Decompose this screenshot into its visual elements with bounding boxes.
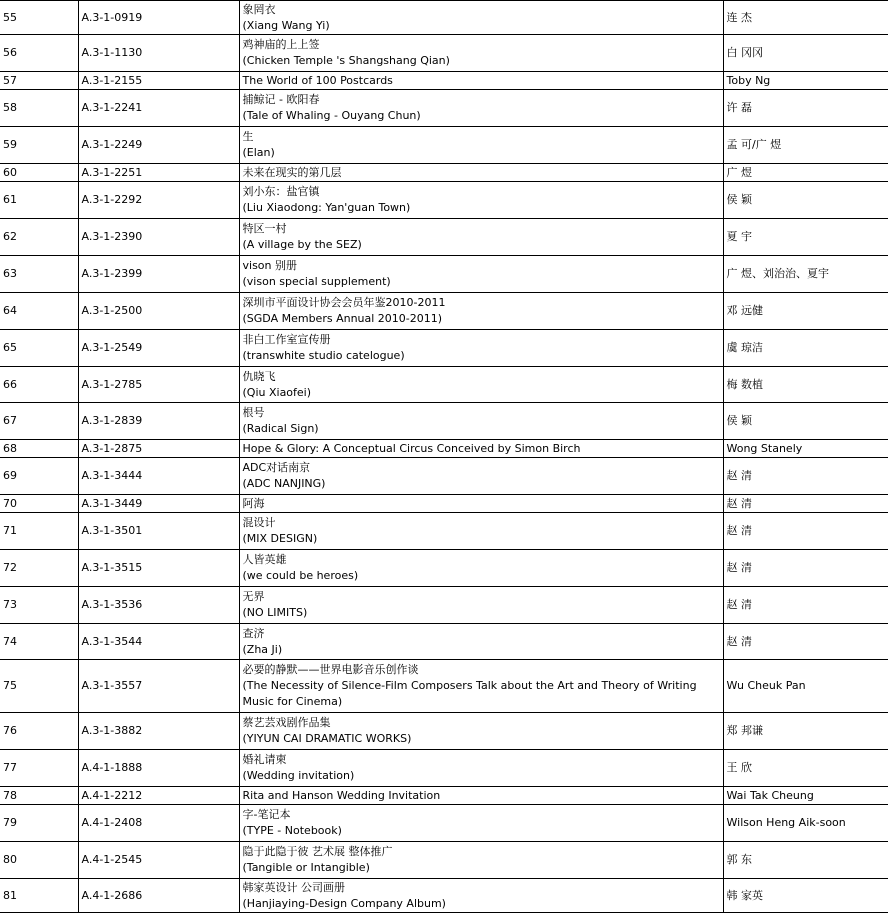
entry-number-cell xyxy=(0,127,78,164)
entry-author-cell xyxy=(723,750,888,787)
entry-title-english: (MIX DESIGN) xyxy=(242,532,318,545)
entry-number-cell xyxy=(0,182,78,219)
entry-author-cell xyxy=(723,458,888,495)
entry-number: 70 xyxy=(3,496,17,510)
entry-title-primary: 隐于此隐于彼 艺术展 整体推广 xyxy=(242,845,393,858)
entry-number: 76 xyxy=(3,724,17,737)
table-row xyxy=(0,182,888,219)
entry-title-english: (Zha Ji) xyxy=(242,642,283,656)
entry-code: A.4-1-2212 xyxy=(81,788,143,802)
entry-code-cell xyxy=(78,805,239,842)
entry-number: 74 xyxy=(3,634,17,648)
entry-author: 赵 清 xyxy=(726,561,752,574)
entry-code-cell xyxy=(78,787,239,805)
entry-number-cell xyxy=(0,550,78,587)
entry-author: 赵 清 xyxy=(726,469,752,482)
entry-author: 侯 颖 xyxy=(726,414,752,427)
entry-title-primary: 未来在现实的第几层 xyxy=(242,165,342,179)
entry-title-primary: 鸡神庙的上上签 xyxy=(242,38,320,51)
entry-title-cell xyxy=(239,440,723,458)
entry-title-english: (Liu Xiaodong: Yan'guan Town) xyxy=(242,201,411,214)
entry-code-cell xyxy=(78,550,239,587)
entry-title-cell xyxy=(239,403,723,440)
entry-author-cell xyxy=(723,513,888,550)
entry-number: 71 xyxy=(3,524,17,537)
entry-title-english: (transwhite studio catelogue) xyxy=(242,349,405,362)
entry-title-primary: 无界 xyxy=(242,590,265,603)
entry-number: 57 xyxy=(3,73,17,87)
entry-number-cell xyxy=(0,330,78,367)
entry-code-cell xyxy=(78,293,239,330)
entry-author-cell xyxy=(723,403,888,440)
entry-title-cell xyxy=(239,256,723,293)
entry-code-cell xyxy=(78,72,239,90)
entry-number: 67 xyxy=(3,414,17,427)
entry-code-cell xyxy=(78,495,239,513)
entry-author: 虞 琼洁 xyxy=(726,341,763,354)
entry-author: 侯 颖 xyxy=(726,193,752,206)
entry-author-cell xyxy=(723,35,888,72)
entry-title-primary: vison 别册 xyxy=(242,259,297,272)
entry-title-cell xyxy=(239,587,723,624)
entry-code: A.3-1-2251 xyxy=(81,165,143,179)
entry-code: A.3-1-3536 xyxy=(81,598,143,611)
entry-title-cell xyxy=(239,787,723,805)
entry-title-cell xyxy=(239,458,723,495)
entry-code-cell xyxy=(78,164,239,182)
table-row xyxy=(0,367,888,403)
table-row xyxy=(0,90,888,127)
table-row xyxy=(0,842,888,879)
table-row xyxy=(0,440,888,458)
entry-title-cell xyxy=(239,219,723,256)
entry-code-cell xyxy=(78,256,239,293)
entry-title-english: (Wedding invitation) xyxy=(242,769,355,782)
entry-title-primary: 人皆英雄 xyxy=(242,553,287,566)
entry-code: A.3-1-3501 xyxy=(81,524,143,537)
entry-code: A.3-1-2399 xyxy=(81,267,143,280)
entry-title-cell xyxy=(239,842,723,879)
entry-title-cell xyxy=(239,182,723,219)
entry-author: 白 冈冈 xyxy=(726,46,763,59)
entry-number: 61 xyxy=(3,193,17,206)
entry-number-cell xyxy=(0,805,78,842)
entry-number: 77 xyxy=(3,761,17,774)
entry-number-cell xyxy=(0,219,78,256)
entry-title-cell xyxy=(239,90,723,127)
entry-author: 广 煜 xyxy=(726,165,752,179)
entry-title-cell xyxy=(239,164,723,182)
entry-title-primary: Rita and Hanson Wedding Invitation xyxy=(242,788,441,802)
entry-code: A.3-1-3544 xyxy=(81,634,143,648)
entry-number-cell xyxy=(0,256,78,293)
entry-number: 81 xyxy=(3,888,17,902)
entry-title-primary: The World of 100 Postcards xyxy=(242,73,393,87)
entry-code-cell xyxy=(78,1,239,35)
entry-code: A.3-1-1130 xyxy=(81,46,143,59)
entry-number-cell xyxy=(0,624,78,660)
entry-title-primary: 仇晓飞 xyxy=(242,369,276,383)
entry-author-cell xyxy=(723,550,888,587)
entry-title-cell xyxy=(239,495,723,513)
entry-number: 73 xyxy=(3,598,17,611)
entry-author: 许 磊 xyxy=(726,101,752,114)
entry-number: 69 xyxy=(3,469,17,482)
entry-author: 梅 数植 xyxy=(726,377,763,391)
entry-code-cell xyxy=(78,403,239,440)
entry-author: 王 欣 xyxy=(726,761,752,774)
entry-number-cell xyxy=(0,842,78,879)
entry-number-cell xyxy=(0,403,78,440)
entry-title-primary: 韩家英设计 公司画册 xyxy=(242,880,345,894)
table-row xyxy=(0,330,888,367)
entry-title-primary: 象罔衣 xyxy=(242,2,276,16)
entry-code: A.3-1-0919 xyxy=(81,10,143,24)
entry-code: A.3-1-2875 xyxy=(81,441,143,455)
table-row xyxy=(0,713,888,750)
entry-title-english: (TYPE - Notebook) xyxy=(242,824,342,837)
entry-title-primary: 必要的静默——世界电影音乐创作谈 xyxy=(242,663,419,676)
entry-number: 72 xyxy=(3,561,17,574)
entry-code: A.4-1-2408 xyxy=(81,816,143,829)
entry-number-cell xyxy=(0,72,78,90)
entry-title-english: (Hanjiaying-Design Company Album) xyxy=(242,896,446,910)
entry-number: 63 xyxy=(3,267,17,280)
table-row xyxy=(0,587,888,624)
entry-author: 孟 可/广 煜 xyxy=(726,138,782,151)
entry-author-cell xyxy=(723,330,888,367)
entry-code-cell xyxy=(78,624,239,660)
entry-code-cell xyxy=(78,219,239,256)
entry-title-primary: ADC对话南京 xyxy=(242,461,311,474)
entry-author: Wu Cheuk Pan xyxy=(726,679,806,692)
entry-title-primary: 捕鲸记 - 欧阳春 xyxy=(242,93,320,106)
entry-author-cell xyxy=(723,127,888,164)
entry-title-english: (Elan) xyxy=(242,146,275,159)
entry-author: 郑 邦谦 xyxy=(726,724,763,737)
entry-title-english: (Xiang Wang Yi) xyxy=(242,18,330,32)
entry-title-cell xyxy=(239,879,723,913)
entry-title-english: (SGDA Members Annual 2010-2011) xyxy=(242,312,443,325)
entry-code: A.3-1-3515 xyxy=(81,561,143,574)
table-row xyxy=(0,513,888,550)
entry-author-cell xyxy=(723,805,888,842)
entry-title-english: (we could be heroes) xyxy=(242,569,359,582)
entry-author-cell xyxy=(723,164,888,182)
entry-title-cell xyxy=(239,624,723,660)
entry-author-cell xyxy=(723,293,888,330)
entry-code: A.3-1-2839 xyxy=(81,414,143,427)
table-row xyxy=(0,1,888,35)
entry-number-cell xyxy=(0,879,78,913)
entry-number: 56 xyxy=(3,46,17,59)
entry-number: 58 xyxy=(3,101,17,114)
table-row xyxy=(0,164,888,182)
entry-title-primary: 蔡艺芸戏剧作品集 xyxy=(242,716,331,729)
table-row xyxy=(0,127,888,164)
entry-number: 66 xyxy=(3,377,17,391)
entry-title-primary: 根号 xyxy=(242,406,265,419)
table-row xyxy=(0,219,888,256)
entry-code-cell xyxy=(78,35,239,72)
entry-code-cell xyxy=(78,127,239,164)
entry-title-cell xyxy=(239,35,723,72)
entry-author: 赵 清 xyxy=(726,496,752,510)
entry-title-primary: 深圳市平面设计协会会员年鉴2010-2011 xyxy=(242,296,446,309)
entry-title-cell xyxy=(239,127,723,164)
entry-code: A.3-1-2549 xyxy=(81,341,143,354)
entry-code: A.3-1-2292 xyxy=(81,193,143,206)
entry-author-cell xyxy=(723,256,888,293)
table-row xyxy=(0,660,888,713)
entry-title-english: (Qiu Xiaofei) xyxy=(242,385,312,399)
entry-number: 55 xyxy=(3,10,17,24)
entry-title-cell xyxy=(239,513,723,550)
entry-number-cell xyxy=(0,90,78,127)
entry-number: 75 xyxy=(3,679,17,692)
table-row xyxy=(0,403,888,440)
entry-title-primary: 查济 xyxy=(242,626,265,640)
entry-code: A.3-1-3449 xyxy=(81,496,143,510)
entry-title-cell xyxy=(239,1,723,35)
entry-code-cell xyxy=(78,842,239,879)
entry-title-cell xyxy=(239,713,723,750)
entry-author: Wong Stanely xyxy=(726,441,803,455)
entry-number-cell xyxy=(0,787,78,805)
entry-author: Wilson Heng Aik-soon xyxy=(726,816,846,829)
table-row xyxy=(0,550,888,587)
entry-author: 连 杰 xyxy=(726,10,752,24)
entry-code-cell xyxy=(78,750,239,787)
entry-author-cell xyxy=(723,182,888,219)
entry-title-primary: 混设计 xyxy=(242,516,276,529)
entry-code: A.4-1-2545 xyxy=(81,853,143,866)
entry-author-cell xyxy=(723,787,888,805)
entry-code-cell xyxy=(78,458,239,495)
entry-author: 赵 清 xyxy=(726,524,752,537)
entry-number: 59 xyxy=(3,138,17,151)
entry-code: A.3-1-2155 xyxy=(81,73,143,87)
entry-author: 郭 东 xyxy=(726,853,752,866)
entry-author: 广 煜、刘治治、夏宇 xyxy=(726,267,829,280)
entry-title-cell xyxy=(239,660,723,713)
entry-author: 赵 清 xyxy=(726,634,752,648)
table-row xyxy=(0,750,888,787)
entry-author-cell xyxy=(723,72,888,90)
entry-author-cell xyxy=(723,495,888,513)
entry-title-english: (Chicken Temple 's Shangshang Qian) xyxy=(242,54,450,67)
entry-title-english: (Tangible or Intangible) xyxy=(242,861,370,874)
entry-title-primary: 非白工作室宣传册 xyxy=(242,333,331,346)
entry-number-cell xyxy=(0,367,78,403)
entry-author-cell xyxy=(723,713,888,750)
entry-author-cell xyxy=(723,660,888,713)
entry-title-cell xyxy=(239,293,723,330)
entry-author: 韩 家英 xyxy=(726,888,763,902)
entry-code: A.3-1-3882 xyxy=(81,724,143,737)
entry-code: A.3-1-2390 xyxy=(81,230,143,243)
table-row xyxy=(0,35,888,72)
entry-number: 64 xyxy=(3,304,17,317)
entry-code-cell xyxy=(78,440,239,458)
catalog-rows xyxy=(0,1,888,913)
entry-number: 78 xyxy=(3,788,17,802)
entry-title-cell xyxy=(239,367,723,403)
entry-code: A.3-1-2249 xyxy=(81,138,143,151)
entry-author-cell xyxy=(723,1,888,35)
entry-title-english: (Radical Sign) xyxy=(242,422,319,435)
entry-code: A.3-1-3444 xyxy=(81,469,143,482)
entry-code: A.4-1-2686 xyxy=(81,888,143,902)
entry-code-cell xyxy=(78,587,239,624)
entry-code-cell xyxy=(78,182,239,219)
entry-title-primary: 生 xyxy=(242,130,254,143)
entry-author-cell xyxy=(723,842,888,879)
entry-author: 赵 清 xyxy=(726,598,752,611)
entry-number-cell xyxy=(0,35,78,72)
entry-title-cell xyxy=(239,72,723,90)
entry-title-primary: 阿海 xyxy=(242,496,265,510)
entry-title-english: (NO LIMITS) xyxy=(242,606,308,619)
entry-author: Wai Tak Cheung xyxy=(726,788,814,802)
entry-code: A.3-1-2500 xyxy=(81,304,143,317)
entry-code-cell xyxy=(78,90,239,127)
entry-number-cell xyxy=(0,660,78,713)
table-row xyxy=(0,72,888,90)
entry-number: 79 xyxy=(3,816,17,829)
entry-title-cell xyxy=(239,805,723,842)
entry-code-cell xyxy=(78,330,239,367)
entry-number: 65 xyxy=(3,341,17,354)
entry-author-cell xyxy=(723,367,888,403)
entry-title-cell xyxy=(239,330,723,367)
entry-code-cell xyxy=(78,660,239,713)
entry-number-cell xyxy=(0,750,78,787)
table-row xyxy=(0,256,888,293)
entry-author-cell xyxy=(723,624,888,660)
entry-number: 80 xyxy=(3,853,17,866)
entry-author: 邓 远健 xyxy=(726,304,763,317)
entry-author-cell xyxy=(723,219,888,256)
entry-number-cell xyxy=(0,495,78,513)
entry-author: 夏 宇 xyxy=(726,230,752,243)
entry-number-cell xyxy=(0,513,78,550)
entry-title-english: (Tale of Whaling - Ouyang Chun) xyxy=(242,109,421,122)
entry-code: A.3-1-2241 xyxy=(81,101,143,114)
entry-title-cell xyxy=(239,750,723,787)
entry-author-cell xyxy=(723,90,888,127)
entry-title-cell xyxy=(239,550,723,587)
entry-number-cell xyxy=(0,458,78,495)
entry-code-cell xyxy=(78,713,239,750)
entry-number: 68 xyxy=(3,441,17,455)
entry-title-primary: 特区一村 xyxy=(242,222,287,235)
entry-number-cell xyxy=(0,293,78,330)
entry-code-cell xyxy=(78,513,239,550)
entry-author-cell xyxy=(723,879,888,913)
table-row xyxy=(0,805,888,842)
entry-number-cell xyxy=(0,587,78,624)
entry-title-primary: Hope & Glory: A Conceptual Circus Conceived by Simon Birch xyxy=(242,441,581,455)
entry-code: A.4-1-1888 xyxy=(81,761,143,774)
entry-number: 62 xyxy=(3,230,17,243)
entry-title-english: (The Necessity of Silence-Film Composers Talk about the Art and Theory of Writing Music for Cinema) xyxy=(242,679,697,708)
entry-code: A.3-1-3557 xyxy=(81,679,143,692)
entry-number-cell xyxy=(0,1,78,35)
table-row xyxy=(0,293,888,330)
entry-title-english: (vison special supplement) xyxy=(242,275,391,288)
entry-number-cell xyxy=(0,713,78,750)
entry-author-cell xyxy=(723,440,888,458)
entry-title-english: (ADC NANJING) xyxy=(242,477,326,490)
entry-title-english: (A village by the SEZ) xyxy=(242,238,362,251)
table-row xyxy=(0,787,888,805)
table-row xyxy=(0,458,888,495)
table-row xyxy=(0,495,888,513)
entry-code-cell xyxy=(78,367,239,403)
entry-title-primary: 婚礼请柬 xyxy=(242,753,287,766)
table-row xyxy=(0,879,888,913)
entry-author-cell xyxy=(723,587,888,624)
entry-title-primary: 刘小东：盐官镇 xyxy=(242,185,320,198)
entry-number: 60 xyxy=(3,165,17,179)
entry-number-cell xyxy=(0,164,78,182)
entry-code: A.3-1-2785 xyxy=(81,377,143,391)
entry-title-primary: 字-笔记本 xyxy=(242,808,291,821)
entry-code-cell xyxy=(78,879,239,913)
entry-number-cell xyxy=(0,440,78,458)
entry-title-english: (YIYUN CAI DRAMATIC WORKS) xyxy=(242,732,412,745)
table-row xyxy=(0,624,888,660)
entry-author: Toby Ng xyxy=(726,73,771,87)
